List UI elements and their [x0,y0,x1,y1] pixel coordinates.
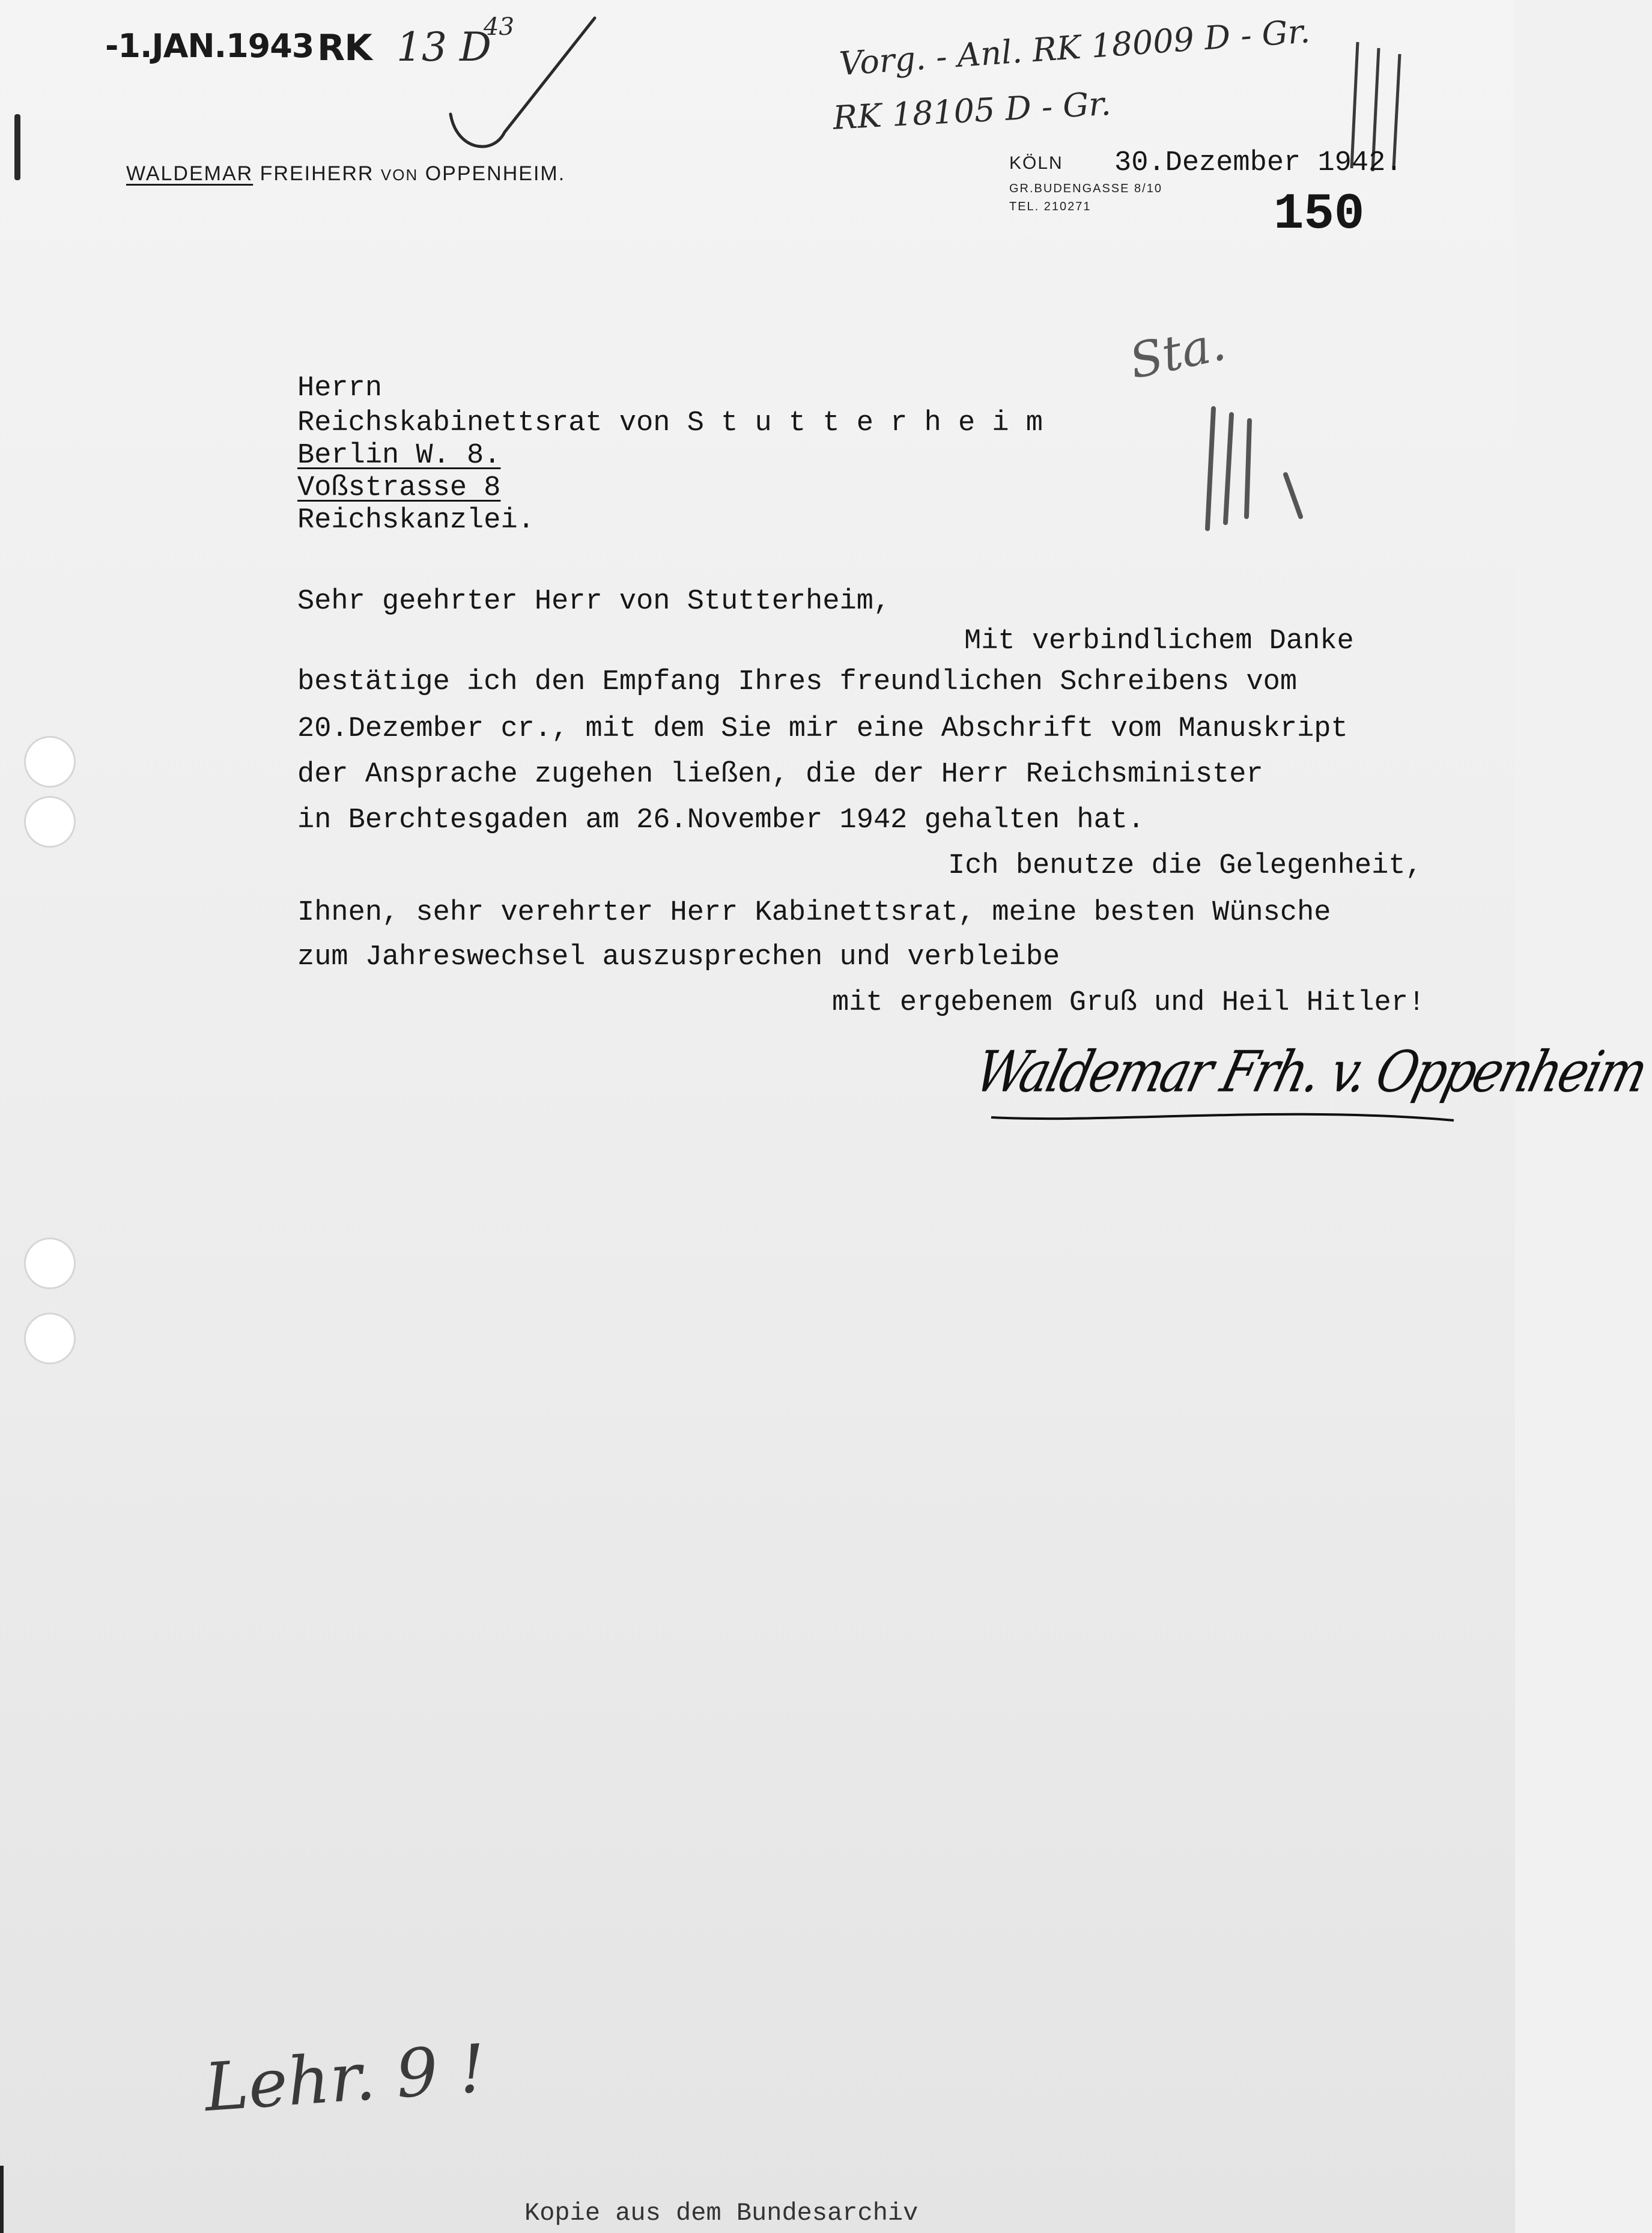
body-line: Ich benutze die Gelegenheit, [948,850,1423,882]
receipt-date-stamp: -1.JAN.1943 [105,27,314,65]
punch-hole [24,736,76,788]
letterhead-phone: TEL. 210271 [1009,200,1092,213]
check-mark-icon [439,12,601,162]
closing-line: mit ergebenem Gruß und Heil Hitler! [832,987,1426,1019]
archive-footer: Kopie aus dem Bundesarchiv [524,2199,919,2228]
letterhead-street: GR.BUDENGASSE 8/10 [1009,182,1162,195]
recipient-line-2: Reichskabinettsrat von S t u t t e r h e i m [297,407,1043,439]
punch-hole [24,1313,76,1364]
body-line: bestätige ich den Empfang Ihres freundlichen Schreibens vom [297,666,1298,698]
signature: Waldemar Frh. v. Oppenheim [968,1039,1652,1105]
body-line: Mit verbindlichem Danke [964,625,1354,657]
salutation: Sehr geehrter Herr von Stutterheim, [297,586,891,618]
margin-mark [14,114,20,180]
punch-hole [24,1238,76,1289]
recipient-line-4: Voßstrasse 8 [297,472,501,504]
body-line: in Berchtesgaden am 26.November 1942 gehalten hat. [297,804,1145,836]
margin-initials: Sta. [1125,315,1230,390]
letterhead-von: VON [380,166,419,184]
file-ref-superscript: 43 [484,13,514,41]
recipient-line-3: Berlin W. 8. [297,440,501,472]
letterhead-first-name: WALDEMAR [126,162,254,185]
pencil-mark-icon [1195,396,1316,541]
letterhead-last-name: OPPENHEIM. [425,162,566,185]
body-line: 20.Dezember cr., mit dem Sie mir eine Abschrift vom Manuskript [297,713,1348,745]
recipient-line-1: Herrn [297,372,383,404]
reference-note-1: Vorg. - Anl. RK 18009 D - Gr. [838,12,1311,83]
signature-flourish [985,1099,1466,1135]
page-number: 150 [1274,186,1365,243]
letterhead-title: FREIHERR [260,162,374,185]
body-line: zum Jahreswechsel auszusprechen und verbleibe [297,941,1060,973]
file-ref-handwritten: 13 D [396,24,491,70]
letterhead-city: KÖLN [1009,153,1063,173]
body-line: der Ansprache zugehen ließen, die der Herr Reichsminister [297,759,1263,791]
letterhead-name [126,162,565,186]
reference-note-2: RK 18105 D - Gr. [832,84,1112,137]
body-line: Ihnen, sehr verehrter Herr Kabinettsrat, meine besten Wünsche [297,897,1331,929]
file-ref-prefix: RK [317,27,372,69]
letter-date: 30.Dezember 1942. [1114,147,1403,179]
bottom-note: Lehr. 9 ! [202,2029,488,2127]
punch-hole [24,796,76,848]
recipient-line-5: Reichskanzlei. [297,505,535,536]
page-edge [0,2166,4,2233]
